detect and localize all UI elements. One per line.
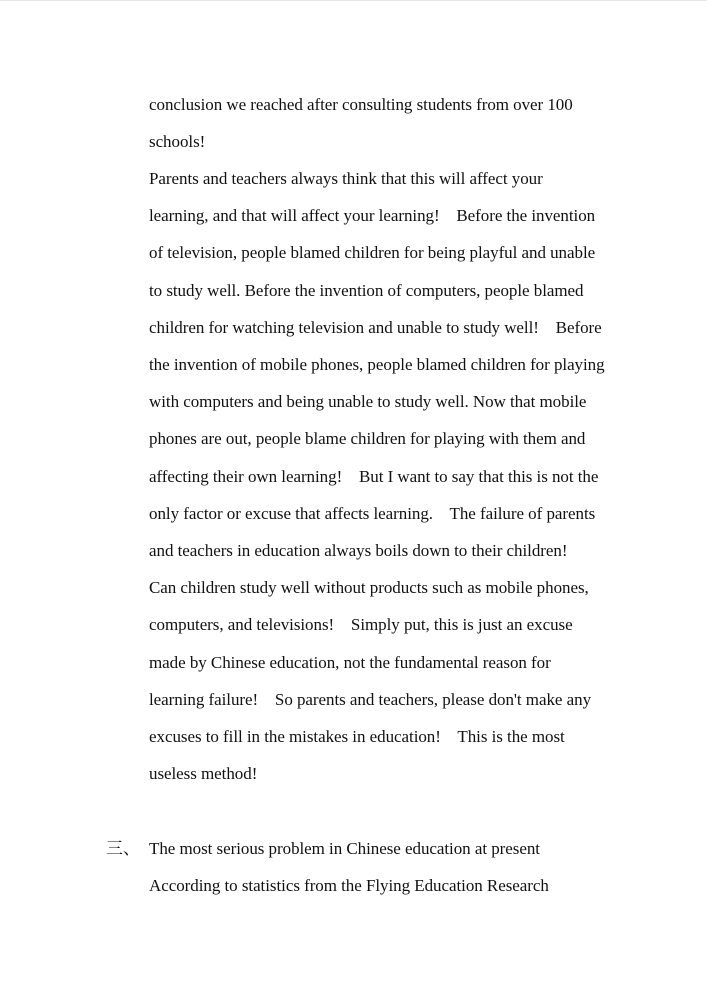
text-line: affecting their own learning! But I want to say that this is not the: [149, 467, 599, 486]
text-line: made by Chinese education, not the fundamental reason for: [149, 653, 551, 672]
text-line: children for watching television and unable to study well! Before: [149, 318, 602, 337]
text-line: Parents and teachers always think that this will affect your: [149, 169, 543, 188]
text-line: and teachers in education always boils down to their children!: [149, 541, 568, 560]
text-line: computers, and televisions! Simply put, this is just an excuse: [149, 615, 573, 634]
page-top-edge: [0, 0, 707, 1]
text-line: of television, people blamed children for being playful and unable: [149, 243, 596, 262]
text-line: only factor or excuse that affects learning. The failure of parents: [149, 504, 596, 523]
text-line: learning, and that will affect your learning! Before the invention: [149, 206, 596, 225]
text-line: the invention of mobile phones, people blamed children for playing: [149, 355, 605, 374]
text-line: According to statistics from the Flying Education Research: [149, 876, 549, 895]
text-line: useless method!: [149, 764, 258, 783]
text-line: learning failure! So parents and teachers, please don't make any: [149, 690, 592, 709]
section-number: 三、: [106, 839, 140, 858]
text-line: with computers and being unable to study well. Now that mobile: [149, 392, 587, 411]
section-heading: The most serious problem in Chinese education at present: [149, 839, 540, 858]
text-line: phones are out, people blame children for playing with them and: [149, 429, 586, 448]
text-line: excuses to fill in the mistakes in education! This is the most: [149, 727, 565, 746]
text-line: conclusion we reached after consulting students from over 100: [149, 95, 573, 114]
text-line: to study well. Before the invention of computers, people blamed: [149, 281, 584, 300]
text-line: Can children study well without products such as mobile phones,: [149, 578, 589, 597]
text-line: schools!: [149, 132, 206, 151]
